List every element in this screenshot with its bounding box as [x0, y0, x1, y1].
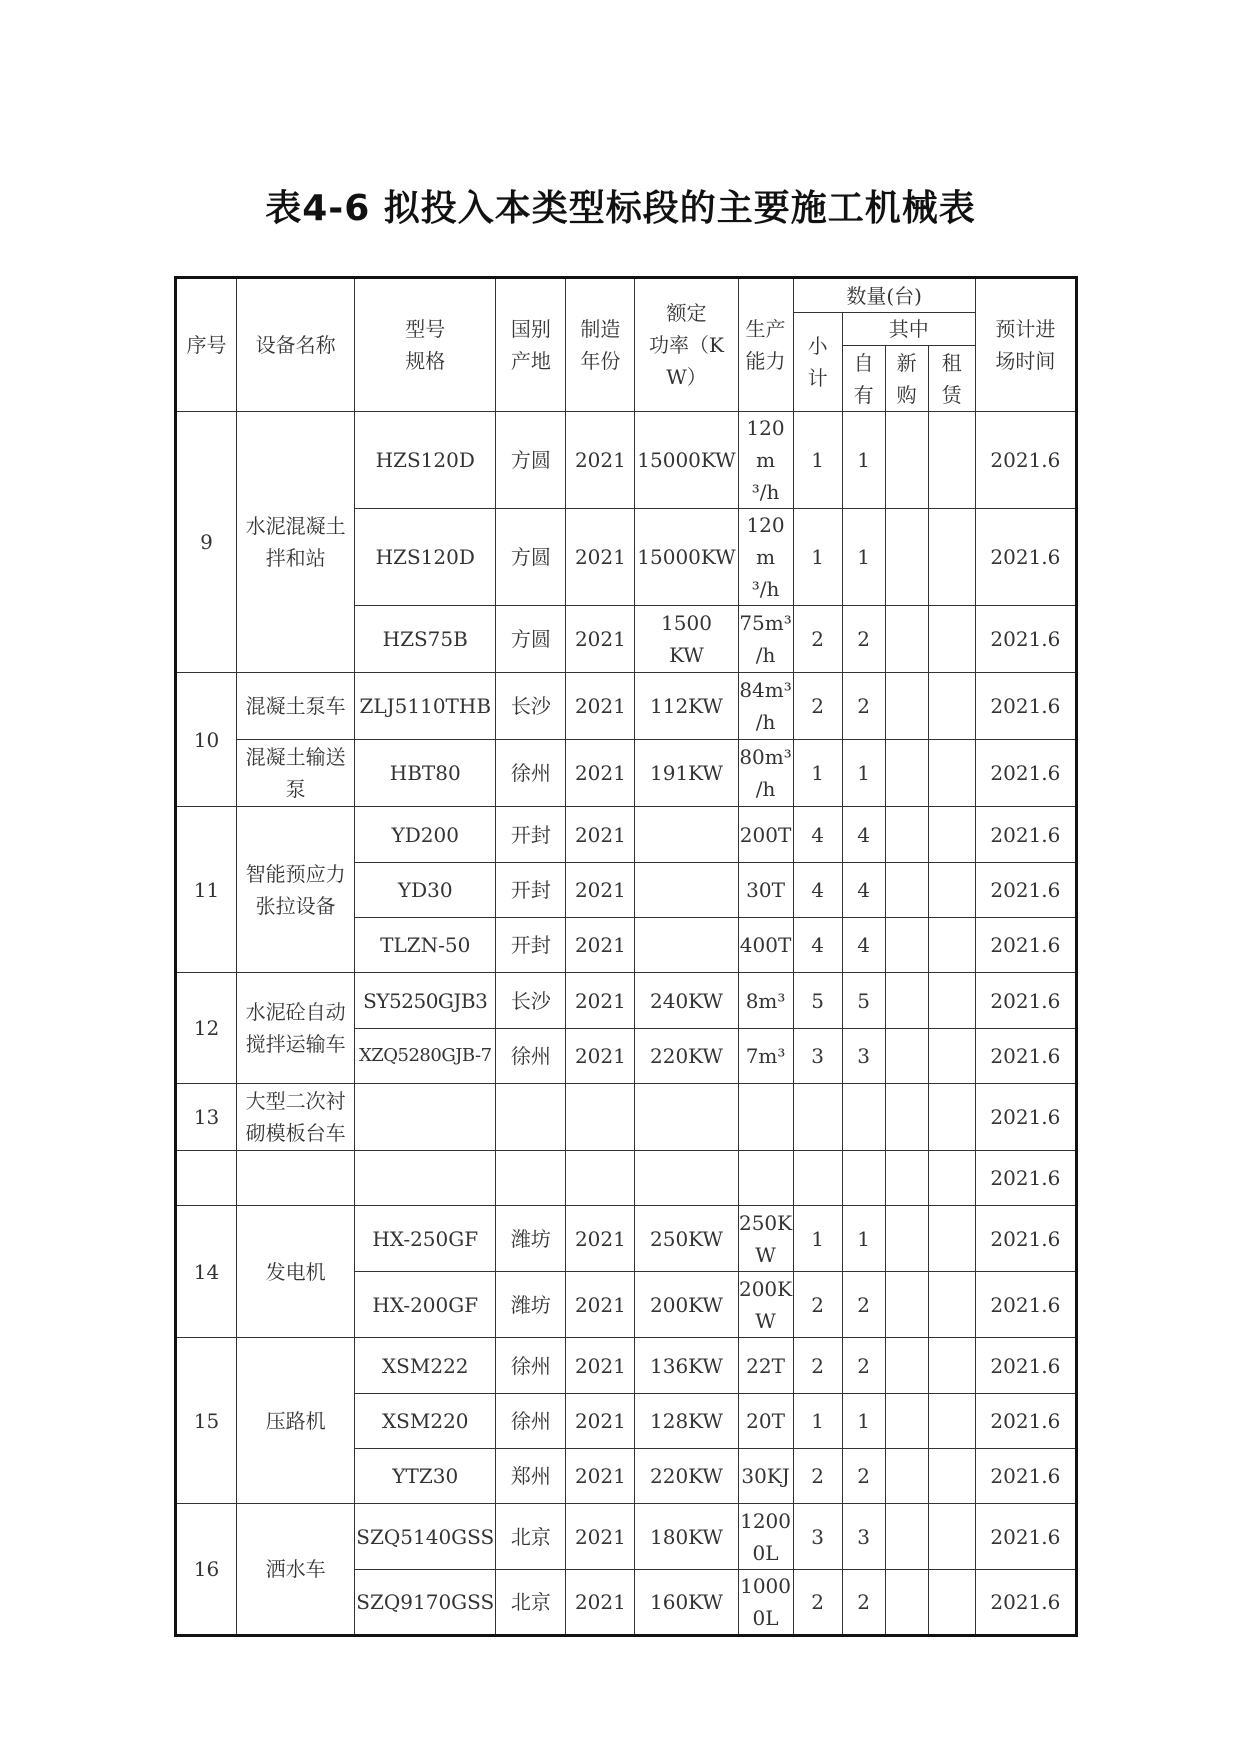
model-cell: YTZ30: [355, 1449, 496, 1504]
new-cell: [885, 1394, 928, 1449]
rent-cell: [928, 1084, 975, 1151]
new-cell: [885, 1504, 928, 1570]
capacity-cell: 1200 0L: [738, 1504, 793, 1570]
table-row: [176, 1206, 1077, 1272]
power-cell: 220KW: [635, 1449, 738, 1504]
time-cell: 2021.6: [975, 1570, 1076, 1636]
equipment-name-cell: 洒水车: [237, 1504, 355, 1636]
header-seq: 序号: [176, 278, 237, 412]
year-cell: 2021: [566, 509, 635, 606]
power-cell: 250KW: [635, 1206, 738, 1272]
origin-cell: 北京: [496, 1504, 566, 1570]
capacity-cell: 22T: [738, 1338, 793, 1394]
equipment-name-cell: 水泥砼自动 搅拌运输车: [237, 973, 355, 1084]
power-cell: [635, 807, 738, 863]
rent-cell: [928, 1449, 975, 1504]
seq-cell: 15: [176, 1338, 237, 1504]
capacity-cell: 80m³ /h: [738, 740, 793, 807]
new-cell: [885, 1029, 928, 1084]
time-cell: 2021.6: [975, 673, 1076, 740]
subtotal-cell: [793, 1084, 842, 1151]
header-quantity: 数量(台): [793, 278, 975, 313]
header-year: 制造 年份: [566, 278, 635, 412]
equipment-name-cell: 智能预应力 张拉设备: [237, 807, 355, 973]
equipment-name-cell: 混凝土泵车: [237, 673, 355, 740]
time-cell: 2021.6: [975, 1504, 1076, 1570]
rent-cell: [928, 1272, 975, 1338]
power-cell: [635, 1151, 738, 1206]
table-row: [176, 1084, 1077, 1151]
model-cell: XSM222: [355, 1338, 496, 1394]
header-new: 新 购: [885, 346, 928, 412]
page-title: 表4-6 拟投入本类型标段的主要施工机械表: [265, 188, 976, 229]
own-cell: [842, 1084, 885, 1151]
year-cell: 2021: [566, 863, 635, 918]
origin-cell: 方圆: [496, 606, 566, 673]
equipment-name-cell: 混凝土输送 泵: [237, 740, 355, 807]
equipment-name-cell: 发电机: [237, 1206, 355, 1338]
model-cell: TLZN-50: [355, 918, 496, 973]
header-own: 自 有: [842, 346, 885, 412]
power-cell: 1500 KW: [635, 606, 738, 673]
own-cell: 4: [842, 863, 885, 918]
year-cell: 2021: [566, 673, 635, 740]
header-rent: 租 赁: [928, 346, 975, 412]
year-cell: [566, 1151, 635, 1206]
own-cell: 1: [842, 509, 885, 606]
own-cell: 1: [842, 412, 885, 509]
capacity-cell: 30T: [738, 863, 793, 918]
capacity-cell: 1000 0L: [738, 1570, 793, 1636]
power-cell: 136KW: [635, 1338, 738, 1394]
model-cell: [355, 1151, 496, 1206]
origin-cell: 北京: [496, 1570, 566, 1636]
header-power: 额定 功率（KW）: [635, 278, 738, 412]
time-cell: 2021.6: [975, 1449, 1076, 1504]
model-cell: HX-200GF: [355, 1272, 496, 1338]
new-cell: [885, 973, 928, 1029]
capacity-cell: 120m ³/h: [738, 509, 793, 606]
seq-cell: 9: [176, 412, 237, 673]
subtotal-cell: 2: [793, 673, 842, 740]
seq-cell: 14: [176, 1206, 237, 1338]
own-cell: 2: [842, 1449, 885, 1504]
subtotal-cell: 2: [793, 606, 842, 673]
origin-cell: 郑州: [496, 1449, 566, 1504]
power-cell: 112KW: [635, 673, 738, 740]
rent-cell: [928, 863, 975, 918]
origin-cell: 开封: [496, 863, 566, 918]
capacity-cell: 120m ³/h: [738, 412, 793, 509]
year-cell: 2021: [566, 606, 635, 673]
year-cell: 2021: [566, 918, 635, 973]
subtotal-cell: 3: [793, 1504, 842, 1570]
equipment-name-cell: [237, 1151, 355, 1206]
power-cell: 200KW: [635, 1272, 738, 1338]
subtotal-cell: 1: [793, 509, 842, 606]
capacity-cell: 30KJ: [738, 1449, 793, 1504]
seq-cell: 13: [176, 1084, 237, 1151]
subtotal-cell: [793, 1151, 842, 1206]
year-cell: 2021: [566, 1029, 635, 1084]
model-cell: SZQ5140GSS: [355, 1504, 496, 1570]
origin-cell: 长沙: [496, 673, 566, 740]
subtotal-cell: 1: [793, 1206, 842, 1272]
own-cell: 1: [842, 740, 885, 807]
seq-cell: 11: [176, 807, 237, 973]
origin-cell: [496, 1084, 566, 1151]
rent-cell: [928, 918, 975, 973]
new-cell: [885, 606, 928, 673]
rent-cell: [928, 1338, 975, 1394]
time-cell: 2021.6: [975, 1338, 1076, 1394]
origin-cell: 开封: [496, 807, 566, 863]
own-cell: 4: [842, 918, 885, 973]
capacity-cell: 250K W: [738, 1206, 793, 1272]
new-cell: [885, 673, 928, 740]
capacity-cell: [738, 1084, 793, 1151]
new-cell: [885, 918, 928, 973]
year-cell: 2021: [566, 740, 635, 807]
year-cell: 2021: [566, 1338, 635, 1394]
own-cell: 5: [842, 973, 885, 1029]
time-cell: 2021.6: [975, 740, 1076, 807]
year-cell: 2021: [566, 1449, 635, 1504]
year-cell: 2021: [566, 973, 635, 1029]
subtotal-cell: 1: [793, 1394, 842, 1449]
time-cell: 2021.6: [975, 1029, 1076, 1084]
own-cell: 2: [842, 1338, 885, 1394]
capacity-cell: [738, 1151, 793, 1206]
table-row: [176, 973, 1077, 1029]
equipment-name-cell: 大型二次衬 砌模板台车: [237, 1084, 355, 1151]
power-cell: 15000KW: [635, 412, 738, 509]
rent-cell: [928, 606, 975, 673]
seq-cell: 12: [176, 973, 237, 1084]
time-cell: 2021.6: [975, 807, 1076, 863]
seq-cell: 10: [176, 673, 237, 807]
rent-cell: [928, 1504, 975, 1570]
origin-cell: 徐州: [496, 1338, 566, 1394]
origin-cell: 方圆: [496, 509, 566, 606]
capacity-cell: 400T: [738, 918, 793, 973]
header-time: 预计进 场时间: [975, 278, 1076, 412]
model-cell: [355, 1084, 496, 1151]
power-cell: 15000KW: [635, 509, 738, 606]
own-cell: 3: [842, 1504, 885, 1570]
new-cell: [885, 863, 928, 918]
power-cell: [635, 1084, 738, 1151]
power-cell: 240KW: [635, 973, 738, 1029]
model-cell: XZQ5280GJB-7: [355, 1029, 496, 1084]
subtotal-cell: 2: [793, 1449, 842, 1504]
year-cell: 2021: [566, 1570, 635, 1636]
capacity-cell: 8m³: [738, 973, 793, 1029]
header-capacity: 生产 能力: [738, 278, 793, 412]
time-cell: 2021.6: [975, 1272, 1076, 1338]
capacity-cell: 84m³ /h: [738, 673, 793, 740]
year-cell: 2021: [566, 1394, 635, 1449]
table-row: [176, 807, 1077, 863]
header-among: 其中: [842, 313, 975, 346]
own-cell: 1: [842, 1206, 885, 1272]
year-cell: 2021: [566, 1272, 635, 1338]
model-cell: SZQ9170GSS: [355, 1570, 496, 1636]
subtotal-cell: 1: [793, 412, 842, 509]
time-cell: 2021.6: [975, 1084, 1076, 1151]
subtotal-cell: 3: [793, 1029, 842, 1084]
origin-cell: 开封: [496, 918, 566, 973]
time-cell: 2021.6: [975, 918, 1076, 973]
origin-cell: 徐州: [496, 740, 566, 807]
subtotal-cell: 1: [793, 740, 842, 807]
capacity-cell: 7m³: [738, 1029, 793, 1084]
time-cell: 2021.6: [975, 1206, 1076, 1272]
own-cell: [842, 1151, 885, 1206]
origin-cell: [496, 1151, 566, 1206]
power-cell: 160KW: [635, 1570, 738, 1636]
origin-cell: 潍坊: [496, 1272, 566, 1338]
origin-cell: 长沙: [496, 973, 566, 1029]
model-cell: XSM220: [355, 1394, 496, 1449]
time-cell: 2021.6: [975, 606, 1076, 673]
new-cell: [885, 1449, 928, 1504]
own-cell: 2: [842, 673, 885, 740]
year-cell: 2021: [566, 807, 635, 863]
new-cell: [885, 740, 928, 807]
power-cell: 220KW: [635, 1029, 738, 1084]
new-cell: [885, 1151, 928, 1206]
model-cell: HBT80: [355, 740, 496, 807]
capacity-cell: 20T: [738, 1394, 793, 1449]
new-cell: [885, 509, 928, 606]
power-cell: [635, 863, 738, 918]
time-cell: 2021.6: [975, 509, 1076, 606]
equipment-name-cell: 压路机: [237, 1338, 355, 1504]
new-cell: [885, 412, 928, 509]
equipment-table: [174, 276, 1078, 1637]
origin-cell: 方圆: [496, 412, 566, 509]
table-row: [176, 673, 1077, 740]
subtotal-cell: 5: [793, 973, 842, 1029]
time-cell: 2021.6: [975, 1151, 1076, 1206]
rent-cell: [928, 673, 975, 740]
own-cell: 4: [842, 807, 885, 863]
subtotal-cell: 2: [793, 1570, 842, 1636]
header-origin: 国别 产地: [496, 278, 566, 412]
year-cell: 2021: [566, 412, 635, 509]
subtotal-cell: 2: [793, 1272, 842, 1338]
year-cell: 2021: [566, 1504, 635, 1570]
subtotal-cell: 2: [793, 1338, 842, 1394]
capacity-cell: 75m³ /h: [738, 606, 793, 673]
model-cell: YD30: [355, 863, 496, 918]
rent-cell: [928, 973, 975, 1029]
header-subtotal: 小 计: [793, 313, 842, 412]
rent-cell: [928, 1206, 975, 1272]
origin-cell: 潍坊: [496, 1206, 566, 1272]
own-cell: 2: [842, 1570, 885, 1636]
rent-cell: [928, 1394, 975, 1449]
power-cell: 128KW: [635, 1394, 738, 1449]
header-row: [176, 278, 1077, 313]
header-name: 设备名称: [237, 278, 355, 412]
new-cell: [885, 1570, 928, 1636]
new-cell: [885, 1206, 928, 1272]
own-cell: 2: [842, 1272, 885, 1338]
table-row: [176, 740, 1077, 807]
seq-cell: 16: [176, 1504, 237, 1636]
table-row: [176, 1504, 1077, 1570]
power-cell: 180KW: [635, 1504, 738, 1570]
origin-cell: 徐州: [496, 1029, 566, 1084]
year-cell: 2021: [566, 1206, 635, 1272]
time-cell: 2021.6: [975, 973, 1076, 1029]
new-cell: [885, 1272, 928, 1338]
time-cell: 2021.6: [975, 412, 1076, 509]
rent-cell: [928, 412, 975, 509]
table-row: [176, 1338, 1077, 1394]
own-cell: 3: [842, 1029, 885, 1084]
rent-cell: [928, 1570, 975, 1636]
equipment-name-cell: 水泥混凝土 拌和站: [237, 412, 355, 673]
model-cell: YD200: [355, 807, 496, 863]
model-cell: HX-250GF: [355, 1206, 496, 1272]
rent-cell: [928, 740, 975, 807]
seq-cell: [176, 1151, 237, 1206]
year-cell: [566, 1084, 635, 1151]
table-row: [176, 1151, 1077, 1206]
subtotal-cell: 4: [793, 807, 842, 863]
rent-cell: [928, 509, 975, 606]
new-cell: [885, 1338, 928, 1394]
table-row: [176, 412, 1077, 509]
capacity-cell: 200T: [738, 807, 793, 863]
rent-cell: [928, 1029, 975, 1084]
capacity-cell: 200K W: [738, 1272, 793, 1338]
model-cell: ZLJ5110THB: [355, 673, 496, 740]
new-cell: [885, 1084, 928, 1151]
own-cell: 2: [842, 606, 885, 673]
time-cell: 2021.6: [975, 1394, 1076, 1449]
model-cell: HZS120D: [355, 412, 496, 509]
origin-cell: 徐州: [496, 1394, 566, 1449]
time-cell: 2021.6: [975, 863, 1076, 918]
power-cell: [635, 918, 738, 973]
model-cell: HZS120D: [355, 509, 496, 606]
power-cell: 191KW: [635, 740, 738, 807]
own-cell: 1: [842, 1394, 885, 1449]
rent-cell: [928, 1151, 975, 1206]
subtotal-cell: 4: [793, 918, 842, 973]
subtotal-cell: 4: [793, 863, 842, 918]
model-cell: HZS75B: [355, 606, 496, 673]
rent-cell: [928, 807, 975, 863]
header-model: 型号 规格: [355, 278, 496, 412]
model-cell: SY5250GJB3: [355, 973, 496, 1029]
new-cell: [885, 807, 928, 863]
